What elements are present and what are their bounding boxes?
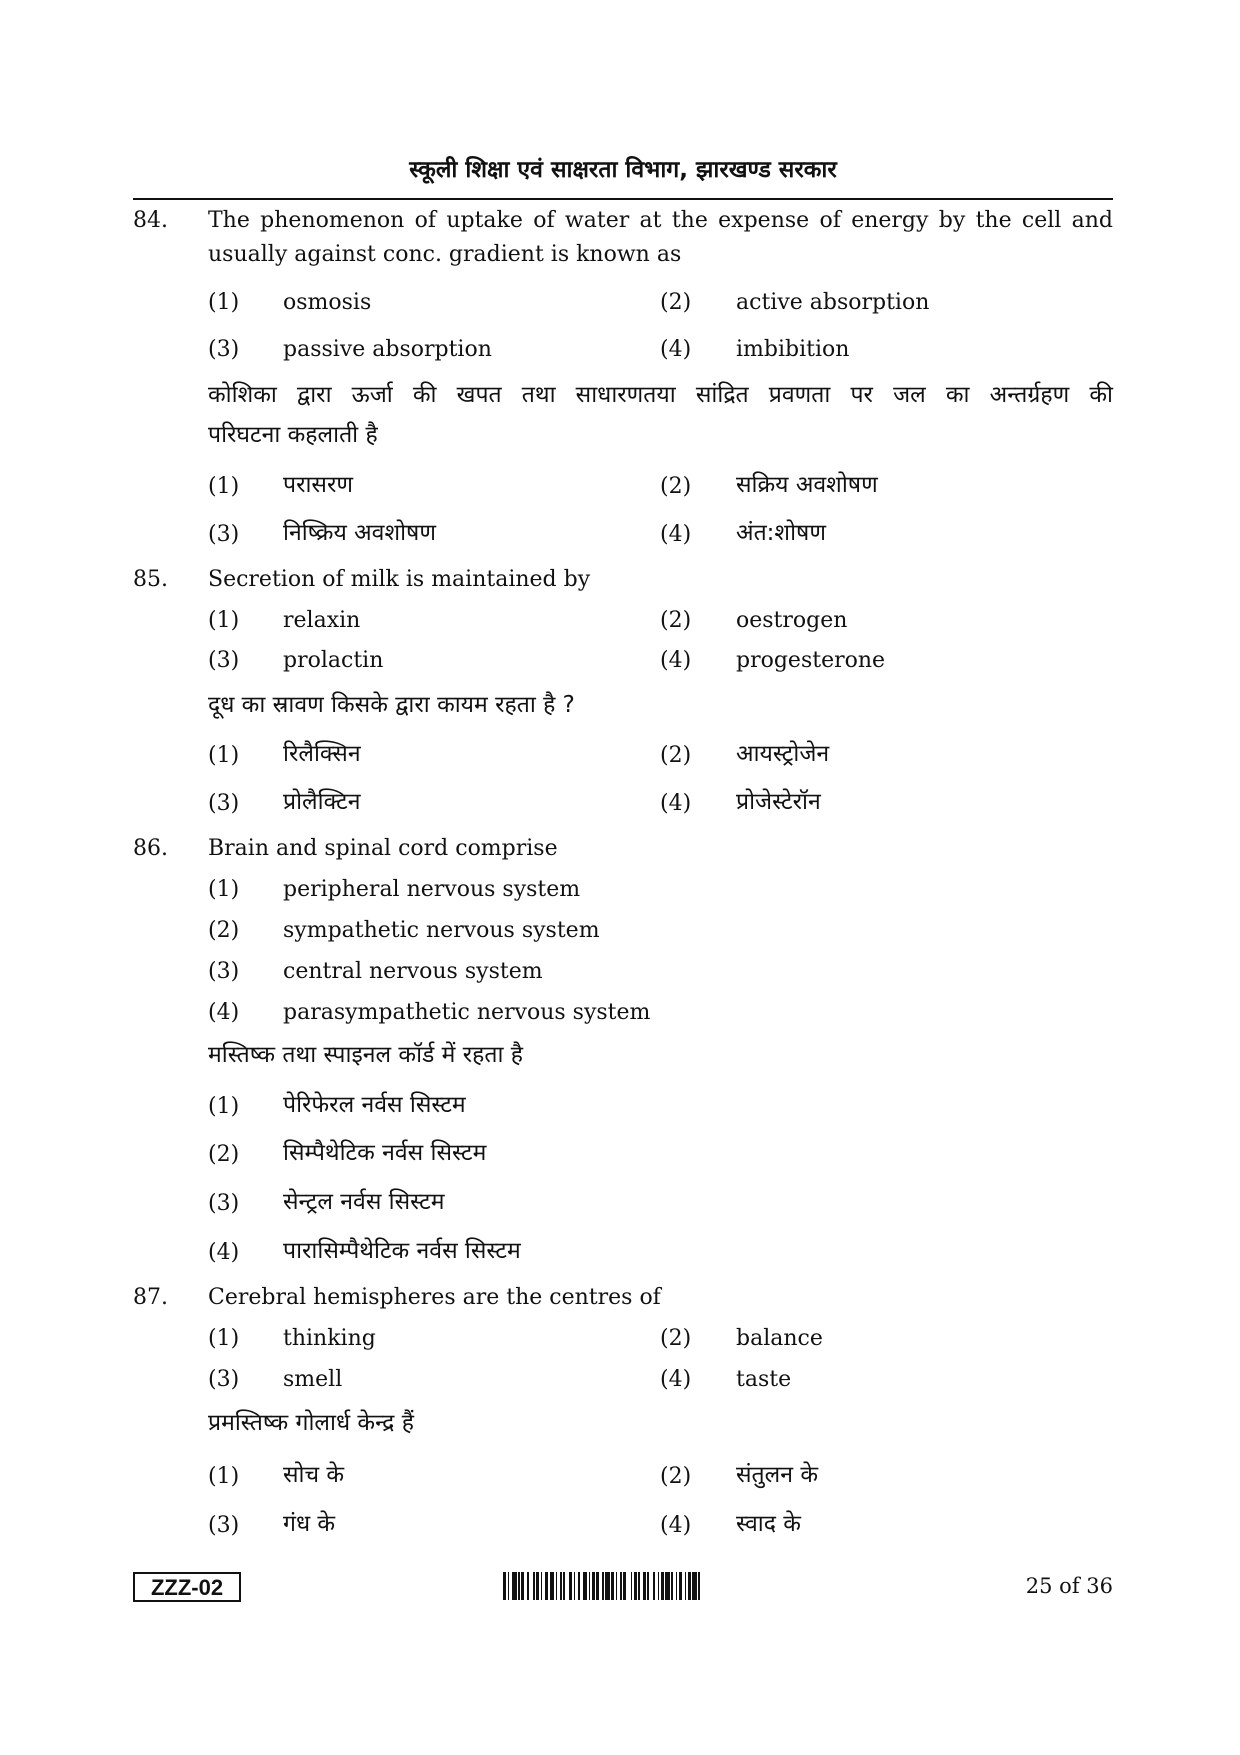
question-text-en: Cerebral hemispheres are the centres of bbox=[208, 1285, 661, 1310]
option-text: osmosis bbox=[283, 290, 372, 315]
option-number: (1) bbox=[208, 608, 240, 633]
header-divider bbox=[133, 198, 1113, 200]
option-text: संतुलन के bbox=[736, 1462, 818, 1488]
question-text-hi: दूध का स्रावण किसके द्वारा कायम रहता है ? bbox=[208, 692, 575, 718]
page-header-title: स्कूली शिक्षा एवं साक्षरता विभाग, झारखण्ड सरकार bbox=[409, 157, 837, 183]
question-text-hi-line1: कोशिका द्वारा ऊर्जा की खपत तथा साधारणतया सांद्रित प्रवणता पर जल का अन्तर्ग्रहण की bbox=[208, 382, 1113, 408]
option-number: (4) bbox=[660, 648, 692, 673]
question-number: 87. bbox=[133, 1285, 168, 1310]
barcode-bar bbox=[700, 1572, 703, 1600]
option-text: रिलैक्सिन bbox=[283, 741, 361, 767]
option-number: (2) bbox=[660, 1326, 692, 1351]
question-number: 85. bbox=[133, 567, 168, 592]
option-number: (2) bbox=[660, 1464, 692, 1489]
option-text: आयस्ट्रोजेन bbox=[736, 741, 830, 767]
option-number: (1) bbox=[208, 290, 240, 315]
option-number: (1) bbox=[208, 1326, 240, 1351]
option-text: sympathetic nervous system bbox=[283, 918, 600, 943]
option-text: परासरण bbox=[283, 472, 354, 498]
option-text: गंध के bbox=[283, 1511, 336, 1537]
option-text: स्वाद के bbox=[736, 1511, 801, 1537]
option-number: (1) bbox=[208, 743, 240, 768]
option-number: (1) bbox=[208, 1094, 240, 1119]
question-text-hi: मस्तिष्क तथा स्पाइनल कॉर्ड में रहता है bbox=[208, 1042, 523, 1068]
option-number: (1) bbox=[208, 877, 240, 902]
option-text: अंत:शोषण bbox=[736, 520, 826, 546]
option-number: (3) bbox=[208, 1191, 240, 1216]
option-text: पेरिफेरल नर्वस सिस्टम bbox=[283, 1092, 466, 1118]
option-text: सक्रिय अवशोषण bbox=[736, 472, 878, 498]
option-number: (3) bbox=[208, 337, 240, 362]
paper-code-box: ZZZ-02 bbox=[133, 1572, 241, 1602]
option-text: सोच के bbox=[283, 1462, 345, 1488]
option-number: (3) bbox=[208, 648, 240, 673]
question-number: 86. bbox=[133, 836, 168, 861]
option-text: प्रोलैक्टिन bbox=[283, 789, 361, 815]
option-text: progesterone bbox=[736, 648, 886, 673]
option-text: relaxin bbox=[283, 608, 361, 633]
option-number: (3) bbox=[208, 1367, 240, 1392]
option-text: active absorption bbox=[736, 290, 930, 315]
question-text-en: Brain and spinal cord comprise bbox=[208, 836, 558, 861]
question-text-en: Secretion of milk is maintained by bbox=[208, 567, 591, 592]
option-number: (4) bbox=[208, 1240, 240, 1265]
option-text: imbibition bbox=[736, 337, 850, 362]
question-text-hi-line2: परिघटना कहलाती है bbox=[208, 422, 378, 448]
option-number: (2) bbox=[660, 608, 692, 633]
option-number: (4) bbox=[660, 791, 692, 816]
option-number: (3) bbox=[208, 791, 240, 816]
option-text: prolactin bbox=[283, 648, 384, 673]
question-text-en-line2: usually against conc. gradient is known as bbox=[208, 242, 682, 267]
option-number: (3) bbox=[208, 522, 240, 547]
option-text: passive absorption bbox=[283, 337, 492, 362]
question-text-hi: प्रमस्तिष्क गोलार्ध केन्द्र हैं bbox=[208, 1410, 414, 1436]
option-text: peripheral nervous system bbox=[283, 877, 581, 902]
option-text: सेन्ट्रल नर्वस सिस्टम bbox=[283, 1189, 445, 1215]
option-number: (4) bbox=[660, 337, 692, 362]
option-number: (4) bbox=[208, 1000, 240, 1025]
option-number: (2) bbox=[208, 1142, 240, 1167]
option-text: central nervous system bbox=[283, 959, 543, 984]
option-number: (4) bbox=[660, 1367, 692, 1392]
option-text: smell bbox=[283, 1367, 343, 1392]
option-text: taste bbox=[736, 1367, 792, 1392]
option-number: (2) bbox=[660, 474, 692, 499]
option-text: पारासिम्पैथेटिक नर्वस सिस्टम bbox=[283, 1238, 521, 1264]
option-text: thinking bbox=[283, 1326, 376, 1351]
question-text-en-line1: The phenomenon of uptake of water at the expense of energy by the cell and bbox=[208, 208, 1113, 233]
option-number: (3) bbox=[208, 1513, 240, 1538]
option-text: सिम्पैथेटिक नर्वस सिस्टम bbox=[283, 1140, 487, 1166]
option-number: (1) bbox=[208, 1464, 240, 1489]
option-text: balance bbox=[736, 1326, 823, 1351]
option-number: (2) bbox=[660, 743, 692, 768]
option-number: (2) bbox=[660, 290, 692, 315]
barcode bbox=[503, 1572, 703, 1600]
page-number: 25 of 36 bbox=[1025, 1574, 1113, 1598]
option-text: oestrogen bbox=[736, 608, 848, 633]
option-number: (1) bbox=[208, 474, 240, 499]
option-number: (4) bbox=[660, 522, 692, 547]
option-text: निष्क्रिय अवशोषण bbox=[283, 520, 436, 546]
option-number: (2) bbox=[208, 918, 240, 943]
option-number: (3) bbox=[208, 959, 240, 984]
option-text: parasympathetic nervous system bbox=[283, 1000, 651, 1025]
option-text: प्रोजेस्टेरॉन bbox=[736, 789, 821, 815]
option-number: (4) bbox=[660, 1513, 692, 1538]
question-number: 84. bbox=[133, 208, 168, 233]
